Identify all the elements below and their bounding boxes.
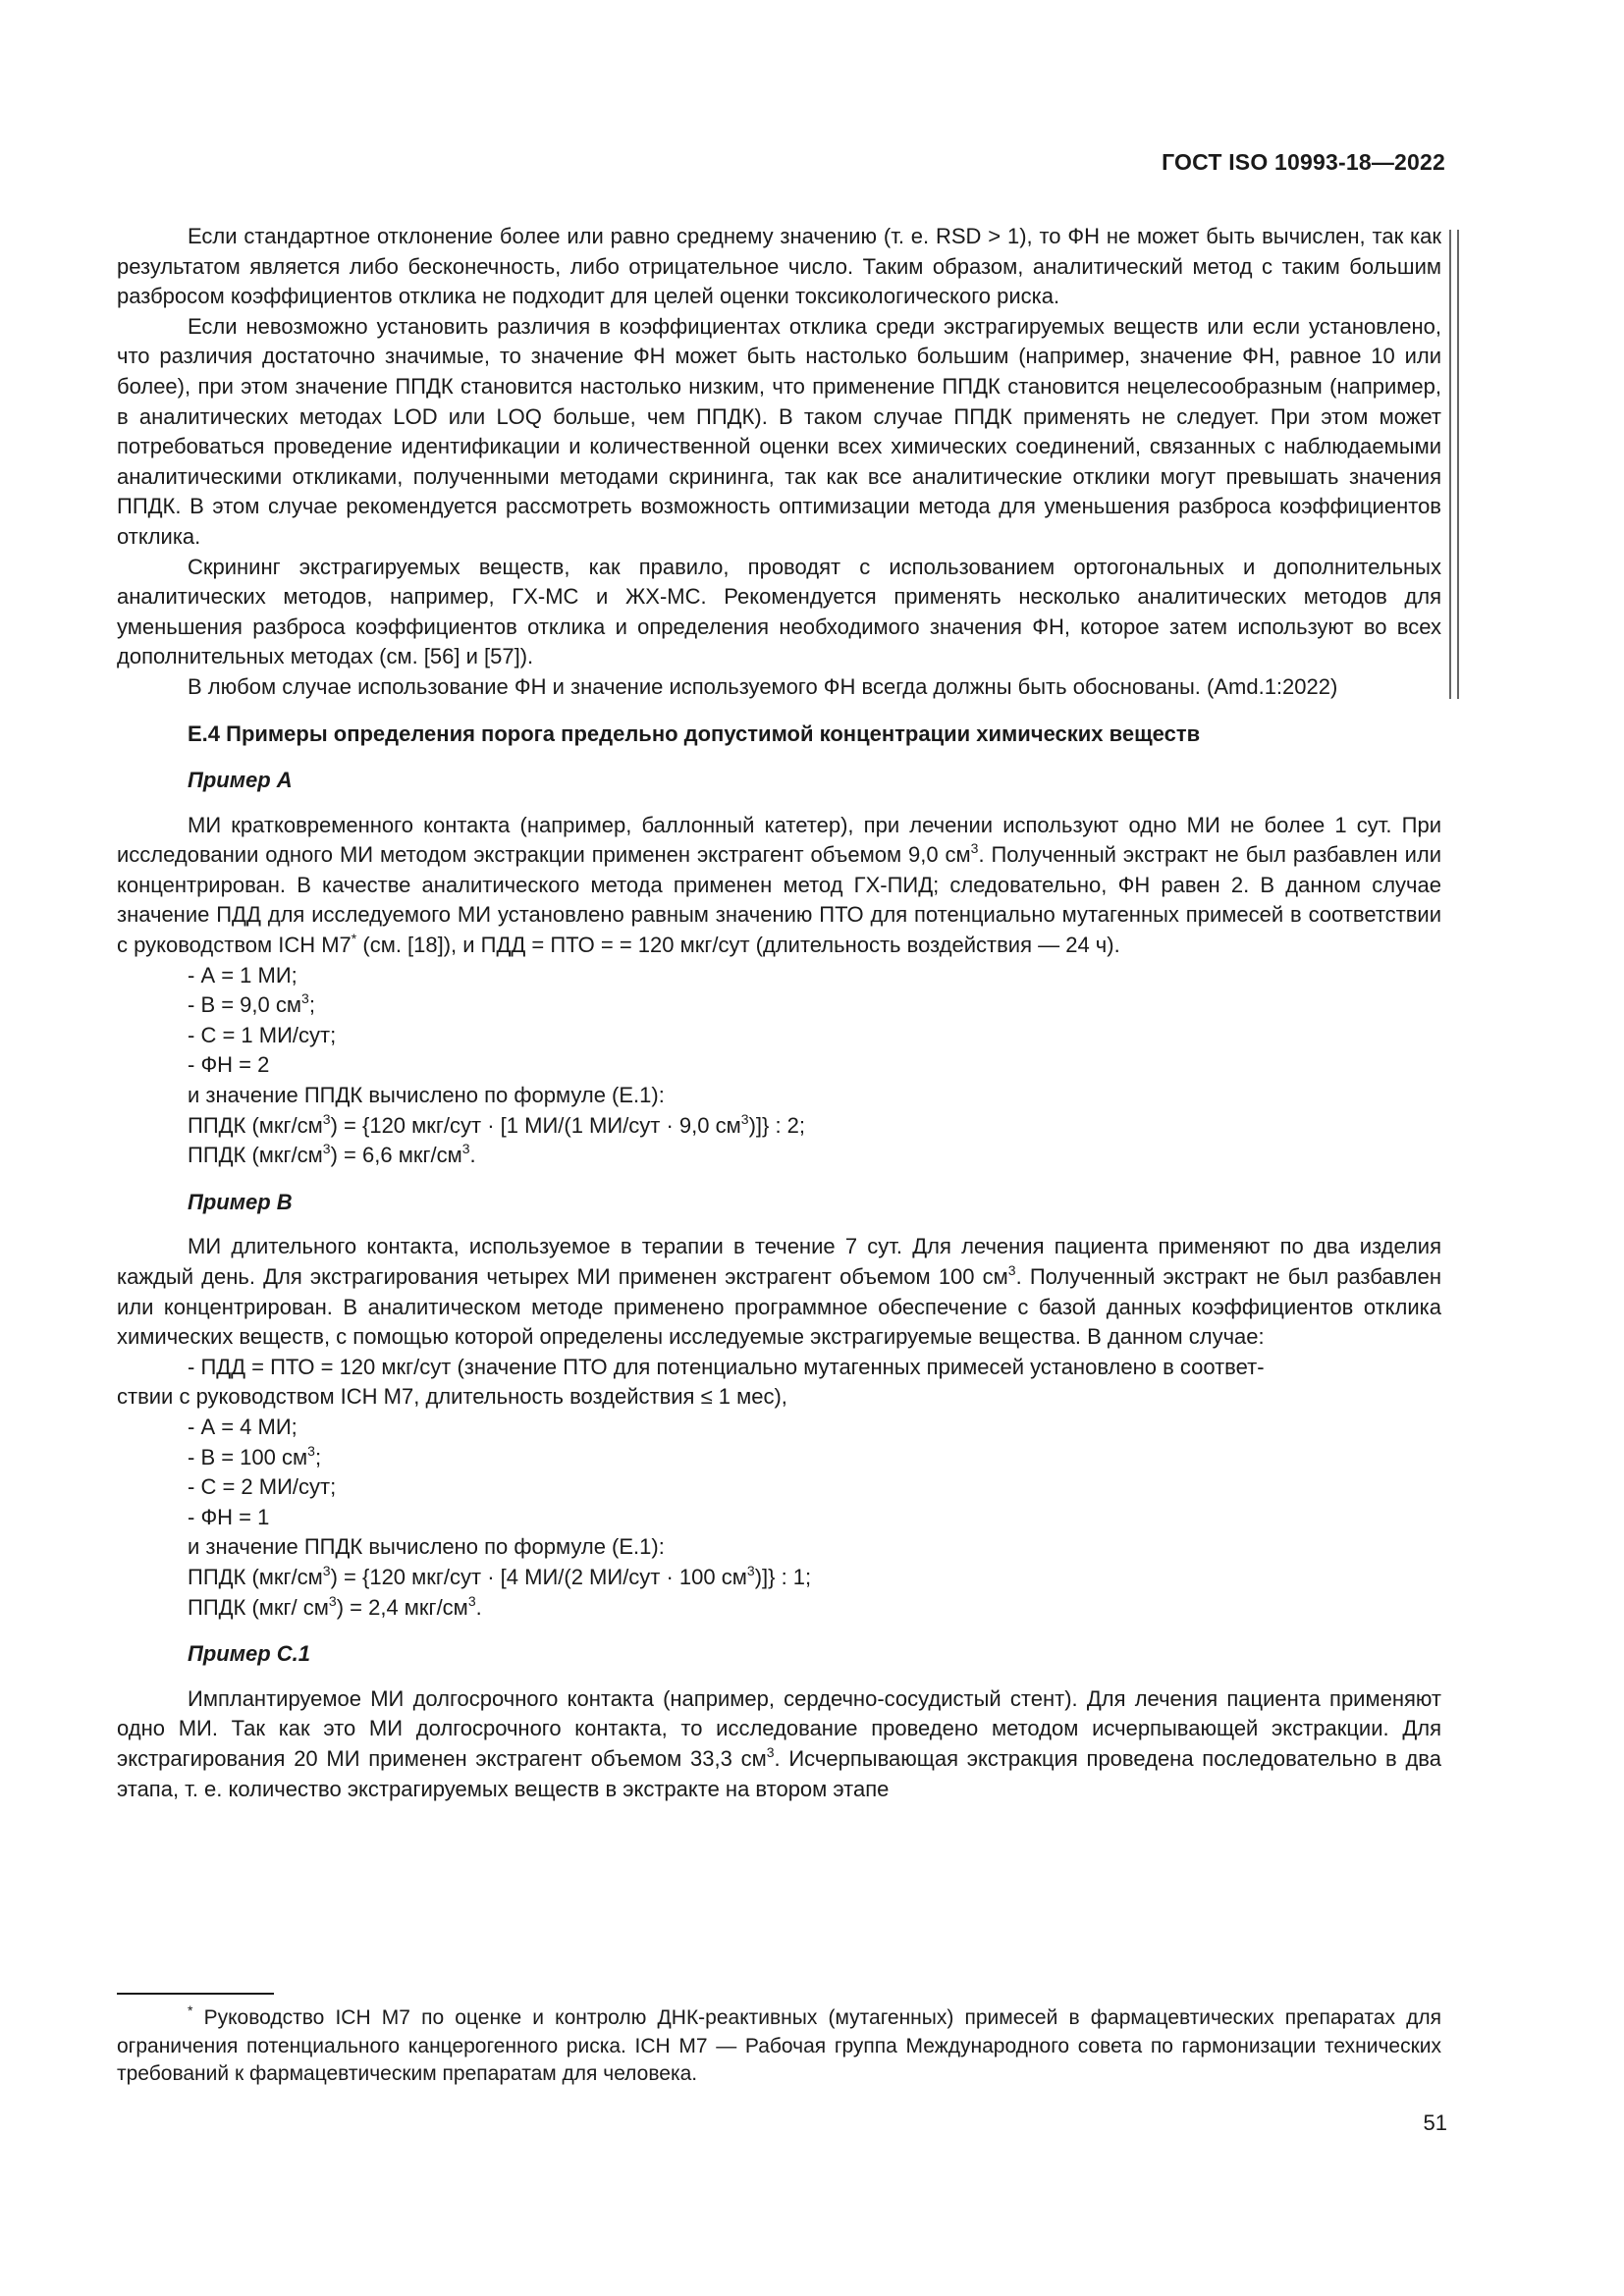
amendment-block	[117, 222, 1441, 703]
example-b-formula-2: ППДК (мкг/ $см^3) = 2,4$ мкг/$см^3$.	[188, 1592, 482, 1620]
example-a-paragraph: МИ кратковременного контакта (например, баллонный катетер), при лечении используют одно МИ не более 1 сут. При исследовании одного МИ методом экстракции применен экстрагент объемом 9,0 $см^3$. Полученный экстракт не был разбавлен или концентрирован. В качестве аналитического метода применен метод ГХ-ПИД; следовательно, ФН равен 2. В данном случае значение ПДД для исследуемого МИ установлено равным значению ПТО для потенциально мутагенных примесей в соответствии с руководством ICH M7* (см. [18]), и ПДД = ПТО = = 120 мкг/сут (длительность воздействия — 24 ч).	[117, 812, 1442, 958]
example-a-formula-intro: и значение ППДК вычислено по формуле (Е.1):	[188, 1083, 665, 1108]
intro-paragraph-4: В любом случае использование ФН и значение используемого ФН всегда должны быть обоснованы. (Amd.1:2022)	[188, 673, 1338, 699]
example-b-formula-intro: и значение ППДК вычислено по формуле (Е.1):	[188, 1534, 665, 1560]
standard-code-header: ГОСТ ISO 10993-18—2022	[1162, 149, 1445, 175]
example-a-item-fn: - ФН = 2	[188, 1052, 270, 1078]
example-a-item-a: - А = 1 МИ;	[188, 962, 298, 988]
intro-paragraph-1: Если стандартное отклонение более или равно среднему значению (т. е. RSD > 1), то ФН не может быть вычислен, так как результатом является либо бесконечность, либо отрицательное число. Таким образом, аналитический метод с таким большим разбросом коэффициентов отклика не подходит для целей оценки токсикологического риска.	[117, 224, 1441, 309]
example-b-item-pdd: - ПДД = ПТО = 120 мкг/сут (значение ПТО для потенциально мутагенных примесей установлено в соответ- ствии с руководством ICH M7, длительность воздействия ≤ 1 мес),	[117, 1354, 1265, 1410]
amendment-change-bar	[1449, 230, 1459, 699]
footnote-separator	[117, 1993, 274, 1995]
page-content	[117, 222, 1441, 1804]
example-a-heading: Пример А	[188, 768, 293, 793]
footnote	[117, 2004, 1441, 2089]
example-b-paragraph: МИ длительного контакта, используемое в терапии в течение 7 сут. Для лечения пациента применяют по два изделия каждый день. Для экстрагирования четырех МИ применен экстрагент объемом 100 $см^3$. Полученный экстракт не был разбавлен или концентрирован. В аналитическом методе применено программное обеспечение с базой данных коэффициентов отклика химических веществ, с помощью которой определены исследуемые экстрагируемые вещества. В данном случае:	[117, 1234, 1441, 1350]
intro-paragraph-2: Если невозможно установить различия в коэффициентах отклика среди экстрагируемых веществ или если установлено, что различия достаточно значимые, то значение ФН может быть настолько большим (например, значение ФН, равное 10 или более), при этом значение ППДК становится настолько низким, что применение ППДК становится нецелесообразным (например, в аналитических методах LOD или LOQ больше, чем ППДК). В таком случае ППДК применять не следует. При этом может потребоваться проведение идентификации и количественной оценки всех химических соединений, связанных с наблюдаемыми аналитическими откликами, полученными методами скрининга, так как все аналитические отклики могут превышать значения ППДК. В этом случае рекомендуется рассмотреть возможность оптимизации метода для уменьшения разброса коэффициентов отклика.	[117, 313, 1441, 549]
example-a-formula-1: ППДК $(мкг/см^3) = \{120$ мкг/сут · [1 МИ/(1 МИ/сут · 9,0 $см^3$)]} : 2;	[188, 1110, 806, 1138]
example-b-item-b: - В = 100 $см^3$;	[188, 1442, 322, 1469]
example-a-formula-2: ППДК $(мкг/см^3) = 6,6$ мкг/$см^3$.	[188, 1141, 476, 1168]
example-a-item-b: - В = 9,0 $см^3$;	[188, 990, 315, 1018]
section-heading-e4: Е.4 Примеры определения порога предельно допустимой концентрации химических веществ	[188, 721, 1201, 746]
example-b-item-a: - А = 4 МИ;	[188, 1414, 298, 1439]
example-a-item-c: - С = 1 МИ/сут;	[188, 1022, 337, 1047]
intro-paragraph-3: Скрининг экстрагируемых веществ, как правило, проводят с использованием ортогональных и дополнительных аналитических методов, например, ГХ-МС и ЖХ-МС. Рекомендуется применять несколько аналитических методов для уменьшения разброса коэффициентов отклика и определения необходимого значения ФН, которое затем используют во всех дополнительных методах (см. [56] и [57]).	[117, 554, 1441, 669]
example-b-item-fn: - ФН = 1	[188, 1504, 270, 1529]
page-number: 51	[1423, 2110, 1447, 2135]
example-c1-paragraph: Имплантируемое МИ долгосрочного контакта (например, сердечно-сосудистый стент). Для лечения пациента применяют одно МИ. Так как это МИ долгосрочного контакта, то исследование проведено методом исчерпывающей экстракции. Для экстрагирования 20 МИ применен экстрагент объемом 33,3 $см^3$. Исчерпывающая экстракция проведена последовательно в два этапа, т. е. количество экстрагируемых веществ в экстракте на втором этапе	[117, 1685, 1441, 1801]
footnote-marker: *	[188, 2002, 193, 2018]
example-c1-heading: Пример С.1	[188, 1641, 310, 1667]
footnote-text: Руководство ICH M7 по оценке и контролю ДНК-реактивных (мутагенных) примесей в фармацевтических препаратах для ограничения потенциального канцерогенного риска. ICH M7 — Рабочая группа Международного совета по гармонизации технических требований к фармацевтическим препаратам для человека.	[117, 2006, 1441, 2085]
example-b-heading: Пример В	[188, 1189, 293, 1214]
example-b-formula-1: ППДК $(мкг/см^3) = \{120$ мкг/сут · [4 МИ/(2 МИ/сут · 100 $см^3$)]} : 1;	[188, 1562, 812, 1589]
example-b-item-c: - С = 2 МИ/сут;	[188, 1474, 337, 1500]
